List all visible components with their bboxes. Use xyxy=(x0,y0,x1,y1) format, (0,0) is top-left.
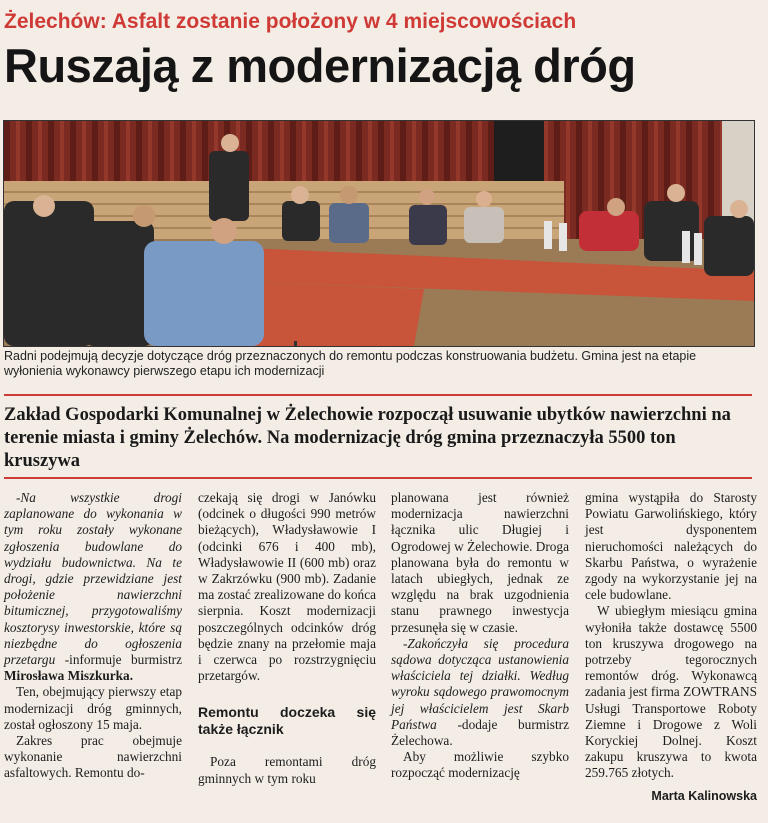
paragraph: czekają się drogi w Janówku (odcinek o długości 990 metrów bieżących), Władysławowie I (odcinki 676 i 400 mb), Władysławowie II (600 mb) oraz w Zakrzówku (900 mb). Zadanie ma zostać zrealizowane do końca sierpnia. Koszt modernizacji poszczególnych odcinków dróg będzie znany na przełomie maja i czerwca po rozstrzygnięciu przetargów. xyxy=(198,490,376,684)
paragraph: Ten, obejmujący pierwszy etap modernizacji dróg gminnych, został ogłoszony 15 maja. xyxy=(4,684,182,732)
paragraph: Zakres prac obejmuje wykonanie nawierzchni asfaltowych. Remontu do- xyxy=(4,733,182,781)
quote-text: -Zakończyła się procedura sądowa dotycząca ustanowienia właściciela tej działki. Według wyroku sądowego prawomocnym jej właścicielem jest Skarb Państwa xyxy=(391,635,569,732)
text-column-4 xyxy=(585,490,757,804)
article-kicker: Żelechów: Asfalt zostanie położony w 4 miejscowościach xyxy=(4,10,577,33)
photo-caption: Radni podejmują decyzje dotyczące dróg przeznaczonych do remontu podczas konstruowania budżetu. Gmina jest na etapie wyłonienia wykonawcy pierwszego etapu ich modernizacji xyxy=(4,349,697,378)
article-headline: Ruszają z modernizacją dróg xyxy=(4,39,636,92)
paragraph xyxy=(391,636,569,749)
lead-top-rule xyxy=(4,394,752,396)
lead-bottom-rule xyxy=(4,477,752,479)
quote-attribution: -informuje burmistrz xyxy=(55,652,182,668)
section-subhead: Remontu doczeka się także łącznik xyxy=(198,704,376,738)
paragraph: Aby możliwie szybko rozpocząć modernizację xyxy=(391,749,569,781)
council-meeting-photo xyxy=(3,120,755,347)
quote-text: -Na wszystkie drogi zaplanowane do wykonania w tym roku zostały wykonane zgłoszenia budowlane do wydziału budownictwa. Na te drogi, gdzie przewidziane jest położenie nawierzchni bitumicznej, przygotowaliśmy kosztorysy inwestorskie, które są niezbędne do ogłoszenia przetargu xyxy=(4,490,182,668)
paragraph: gmina wystąpiła do Starosty Powiatu Garwolińskiego, który jest dysponentem nieruchomości należących do Skarbu Państwa, o wyrażenie zgody na wykorzystanie jej na cele budowlane. xyxy=(585,490,757,603)
text-column-1 xyxy=(4,490,182,782)
paragraph: Poza remontami dróg gminnych w tym roku xyxy=(198,754,376,786)
paragraph xyxy=(4,490,182,684)
article-lead: Zakład Gospodarki Komunalnej w Żelechowie rozpoczął usuwanie ubytków nawierzchni na terenie miasta i gminy Żelechów. Na modernizację dróg gmina przeznaczyła 5500 ton kruszywa xyxy=(4,405,731,471)
quote-attribution: -dodaje burmistrz Żelechowa. xyxy=(391,716,569,749)
text-column-2 xyxy=(198,490,376,787)
paragraph: planowana jest również modernizacja nawierzchni łącznika ulic Długiej i Ogrodowej w Żelechowie. Droga planowana była do remontu w latach ubiegłych, jednak ze względu na brak uzgodnienia stanu prawnego inwestycja przesunęła się w czasie. xyxy=(391,490,569,635)
paragraph: W ubiegłym miesiącu gmina wyłoniła także dostawcę 5500 ton kruszywa drogowego na potrzeby tegorocznych remontów dróg. Wykonawcą zadania jest firma ZOWTRANS Usługi Transportowe Roboty Ziemne i Drogowe z Woli Koryckiej Dolnej. Koszt zakupu kruszywa to kwota 259.765 złotych. xyxy=(585,603,757,781)
author-byline: Marta Kalinowska xyxy=(651,788,757,803)
text-column-3 xyxy=(391,490,569,782)
mayor-name: Mirosława Miszkurka. xyxy=(4,668,134,684)
